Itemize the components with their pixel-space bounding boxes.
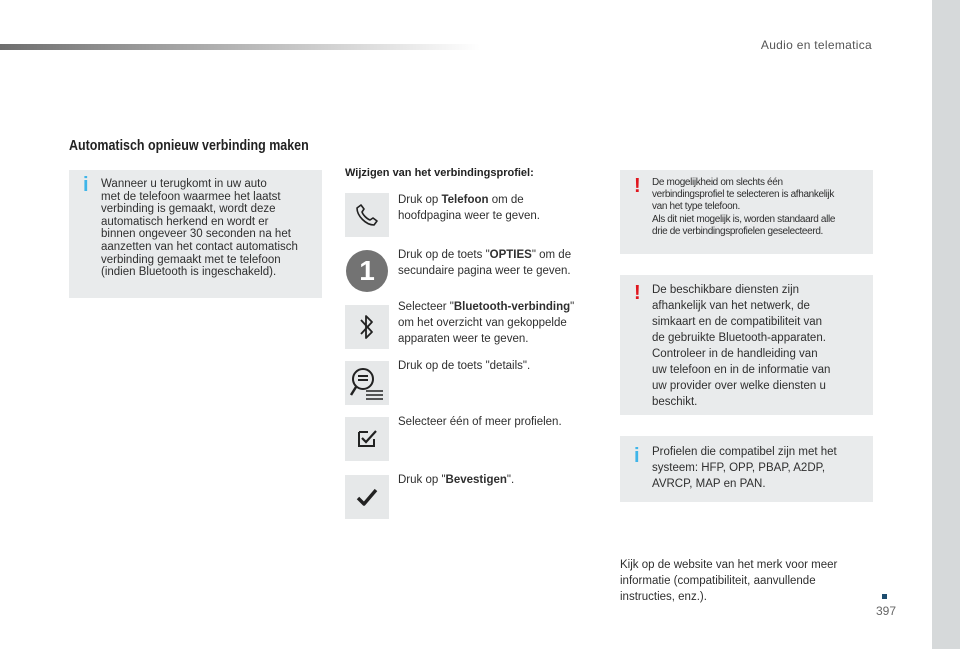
procedure-heading: Wijzigen van het verbindingsprofiel: bbox=[345, 167, 534, 179]
details-icon bbox=[345, 361, 389, 405]
step-1-text: Druk op Telefoon om de hoofdpagina weer te geven. bbox=[398, 194, 540, 222]
info-marker-icon: i bbox=[83, 174, 89, 196]
bluetooth-icon bbox=[345, 305, 389, 349]
info-box-profiles bbox=[620, 436, 873, 502]
checkbox-icon bbox=[345, 417, 389, 461]
page-marker bbox=[882, 594, 887, 599]
info-text: Wanneer u terugkomt in uw auto met de telefoon waarmee het laatst verbinding is gemaakt, wordt deze automatisch herkend en wordt er binnen ongeveer 30 seconden na het aanzetten van het contact automatisch verbinding gemaakt met te telefoon (indien Bluetooth is ingeschakeld). bbox=[101, 178, 298, 279]
header-gradient-bar bbox=[0, 44, 480, 50]
info-text: Profielen die compatibel zijn met het systeem: HFP, OPP, PBAP, A2DP, AVRCP, MAP en PAN. bbox=[652, 446, 837, 490]
info-box-left bbox=[69, 170, 322, 298]
step-5-text: Selecteer één of meer profielen. bbox=[398, 416, 562, 428]
section-label: Audio en telematica bbox=[760, 38, 872, 52]
step-2-text: Druk op de toets "OPTIES" om de secundaire pagina weer te geven. bbox=[398, 249, 572, 277]
warning-text: De mogelijkheid om slechts één verbindingsprofiel te selecteren is afhankelijk van het type telefoon. Als dit niet mogelijk is, worden standaard alle drie de verbindingsprofielen geselecteerd. bbox=[652, 177, 836, 237]
page-edge-strip bbox=[932, 0, 960, 649]
page-number: 397 bbox=[875, 604, 896, 618]
step-6-text: Druk op "Bevestigen". bbox=[398, 474, 515, 486]
warning-box-services bbox=[620, 275, 873, 415]
step-3-text: Selecteer "Bluetooth-verbinding" om het overzicht van gekoppelde apparaten weer te geven. bbox=[398, 301, 575, 345]
step-4-text: Druk op de toets "details". bbox=[398, 360, 531, 372]
warning-box-profile bbox=[620, 170, 873, 254]
phone-handset-icon bbox=[345, 193, 389, 237]
info-marker-icon: i bbox=[634, 445, 640, 467]
checkmark-icon bbox=[345, 475, 389, 519]
warning-marker-icon: ! bbox=[634, 175, 641, 197]
bottom-note: Kijk op de website van het merk voor meer informatie (compatibiliteit, aanvullende instructies, enz.). bbox=[620, 559, 838, 603]
warning-text: De beschikbare diensten zijn afhankelijk van het netwerk, de simkaart en de compatibiliteit van de gebruikte Bluetooth-apparaten. Controleer in de handleiding van uw telefoon en in de informatie van uw provider over welke diensten u beschikt. bbox=[652, 284, 831, 408]
warning-marker-icon: ! bbox=[634, 282, 641, 304]
section-heading: Automatisch opnieuw verbinding maken bbox=[69, 138, 309, 154]
number-one-icon: 1 bbox=[345, 249, 389, 293]
